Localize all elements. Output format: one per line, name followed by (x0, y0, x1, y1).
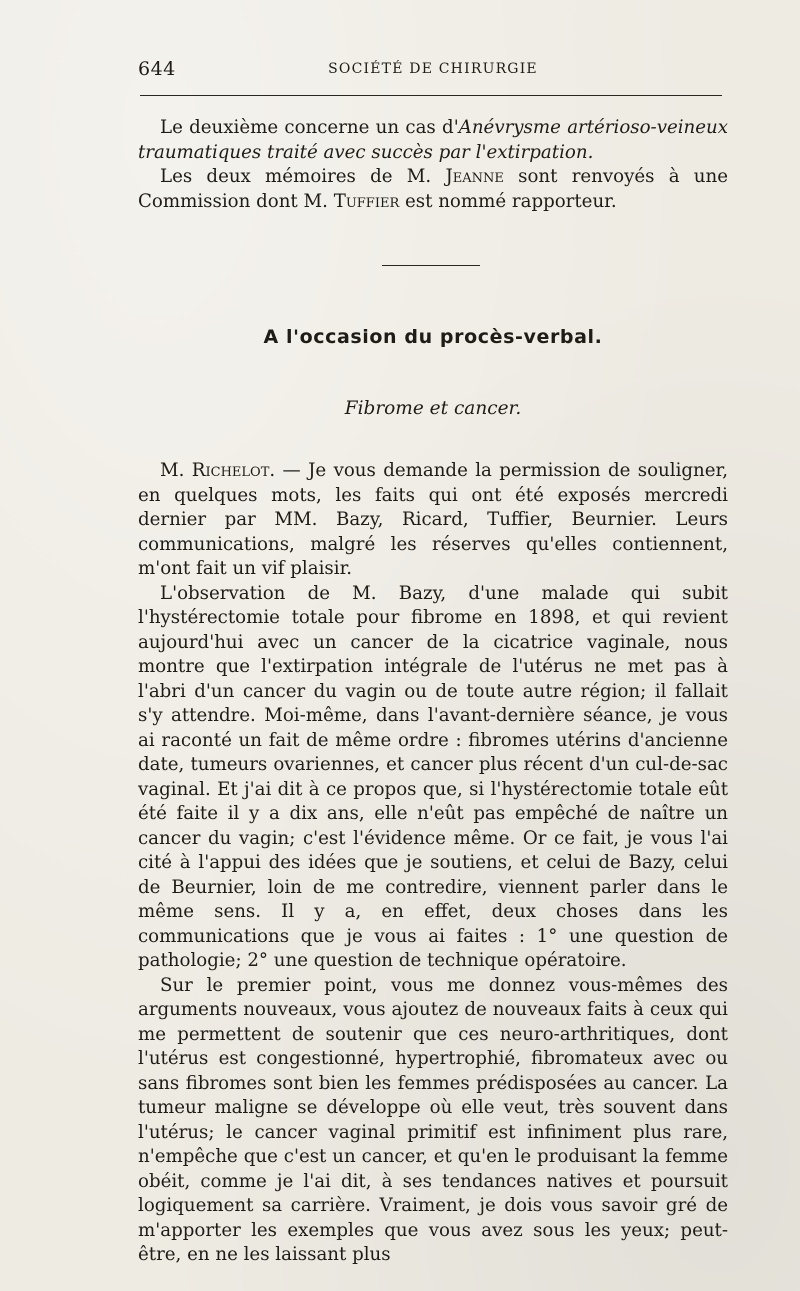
section-separator (382, 265, 480, 266)
section-title: A l'occasion du procès-verbal. (263, 326, 603, 348)
body-paragraph-2: L'observation de M. Bazy, d'une malade qui subit l'hystérectomie totale pour fibrome en 1898, et qui revient aujourd'hui avec un cancer de la cicatrice vaginale, nous montre que l'extirpation intégrale de l'utérus ne met pas à l'abri d'un cancer du vagin ou de toute autre région; il fallait s'y attendre. Moi-même, dans l'avant-dernière séance, je vous ai raconté un fait de même ordre : fibromes utérins d'ancienne date, tumeurs ovariennes, et cancer plus récent d'un cul-de-sac vaginal. Et j'ai dit à ce propos que, si l'hystérectomie totale eût été faite il y a dix ans, elle n'eût pas empêché de naître un cancer du vagin; c'est l'évidence même. Or ce fait, je vous l'ai cité à l'appui des idées que je soutiens, et celui de Bazy, celui de Beurnier, loin de me contredire, viennent parler dans le même sens. Il y a, en effet, deux choses dans les communications que je vous ai faites : 1° une question de pathologie; 2° une question de technique opératoire. (138, 582, 728, 971)
body-paragraph-1: M. Richelot. — Je vous demande la permission de souligner, en quelques mots, les faits qui ont été exposés mercredi dernier par MM. Bazy, Ricard, Tuffier, Beurnier. Leurs communications, malgré les réserves qu'elles contiennent, m'ont fait un vif plaisir. (138, 460, 728, 579)
running-head: SOCIÉTÉ DE CHIRURGIE (328, 61, 538, 77)
memoir-title: Anévrysme artérioso-veineux traumatiques traité avec succès par l'extirpation. (138, 117, 728, 163)
section-subtitle: Fibrome et cancer. (344, 398, 522, 419)
page-header (138, 56, 728, 86)
header-rule (140, 95, 722, 96)
body-paragraph-3: Sur le premier point, vous me donnez vous-mêmes des arguments nouveaux, vous ajoutez de nouveaux faits à ceux qui me permettent de soutenir que ces neuro-arthritiques, dont l'utérus est congestionné, hypertrophié, fibromateux avec ou sans fibromes sont bien les femmes prédisposées au cancer. La tumeur maligne se développe où elle veut, très souvent dans l'utérus; le cancer vaginal primitif est infiniment plus rare, n'empêche que c'est un cancer, et qu'en le produisant la femme obéit, comme je l'ai dit, à ses tendances natives et poursuit logiquement sa carrière. Vraiment, je dois vous savoir gré de m'apporter les exemples que vous avez sous les yeux; peut-être, en ne les laissant plus (138, 974, 728, 1265)
author-name-tuffier: Tuffier (333, 190, 400, 212)
intro-paragraph-2: Les deux mémoires de M. Jeanne sont renvoyés à une Commission dont M. Tuffier est nommé rapporteur. (138, 166, 728, 212)
page-number: 644 (138, 58, 176, 80)
intro-section (138, 116, 728, 214)
speaker-name: Richelot. (191, 460, 276, 481)
intro-paragraph-1: Le deuxième concerne un cas d'Anévrysme artérioso-veineux traumatiques traité avec succès par l'extirpation. (138, 117, 728, 163)
body-section (138, 459, 728, 1268)
author-name-jeanne: Jeanne (445, 166, 504, 187)
